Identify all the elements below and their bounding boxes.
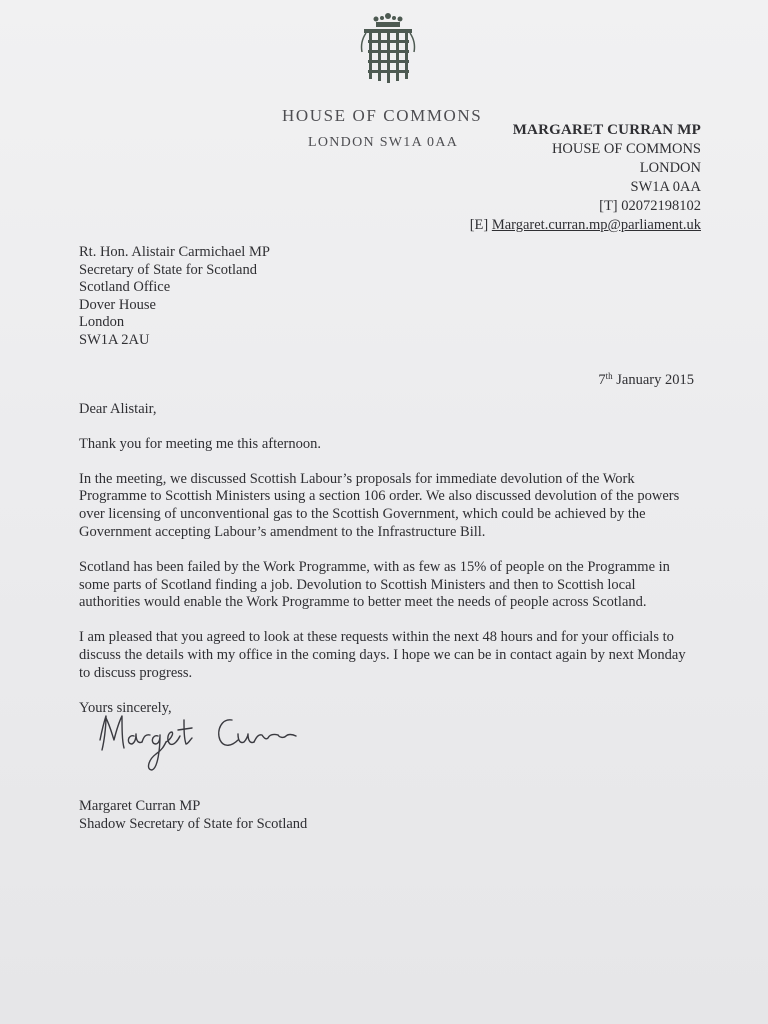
sender-email-line: [470, 216, 701, 235]
portcullis-icon: [356, 12, 420, 86]
closing: Yours sincerely,: [79, 699, 172, 716]
email-prefix: [E]: [469, 217, 489, 233]
handwritten-signature: [92, 708, 302, 780]
recipient-line: Rt. Hon. Alistair Carmichael MP: [79, 244, 270, 260]
recipient-line: Secretary of State for Scotland: [79, 261, 257, 278]
sender-phone-line: [470, 197, 701, 216]
sender-phone: 02072198102: [621, 198, 701, 214]
date-day: 7: [598, 372, 606, 388]
salutation: Dear Alistair,: [79, 401, 157, 417]
recipient-address-block: [79, 244, 270, 349]
sender-line-3: SW1A 0AA: [630, 179, 701, 195]
date-rest: January 2015: [612, 372, 694, 388]
body-paragraph: I am pleased that you agreed to look at these requests within the next 48 hours and for your officials to discuss the details with my office in the coming days. I hope we can be in contact again by next Monday to discuss progress.: [79, 629, 686, 681]
recipient-line: Dover House: [79, 296, 156, 313]
body-paragraph: Thank you for meeting me this afternoon.: [79, 435, 322, 452]
sender-email: Margaret.curran.mp@parliament.uk: [491, 217, 701, 233]
letterhead-title: HOUSE OF COMMONS: [282, 106, 483, 125]
signatory-name: Margaret Curran MP: [79, 798, 201, 814]
sender-address-block: [470, 121, 701, 235]
sender-line-1: HOUSE OF COMMONS: [551, 141, 701, 157]
signatory-block: [79, 797, 307, 833]
letter-date: [598, 371, 694, 389]
phone-prefix: [T]: [599, 198, 618, 214]
body-paragraph: In the meeting, we discussed Scottish Labour’s proposals for immediate devolution of the Work Programme to Scottish Ministers using a section 106 order. We also discussed devolution of the powers over licensing of unconventional gas to the Scottish Government, which could be achieved by the Government accepting Labour’s amendment to the Infrastructure Bill.: [79, 470, 680, 540]
recipient-line: SW1A 2AU: [79, 331, 150, 348]
letterhead-address: LONDON SW1A 0AA: [308, 135, 459, 150]
recipient-line: Scotland Office: [79, 279, 171, 295]
letter-body: [79, 401, 699, 734]
body-paragraph: Scotland has been failed by the Work Programme, with as few as 15% of people on the Programme in some parts of Scotland finding a job. Devolution to Scottish Ministers and then to Scottish local authorities would enable the Work Programme to better meet the needs of people across Scotland.: [79, 558, 670, 611]
sender-line-2: LONDON: [639, 160, 701, 176]
recipient-line: London: [79, 314, 125, 330]
date-suffix: th: [605, 371, 613, 381]
sender-name: MARGARET CURRAN MP: [512, 122, 701, 138]
signatory-title: Shadow Secretary of State for Scotland: [79, 816, 308, 832]
